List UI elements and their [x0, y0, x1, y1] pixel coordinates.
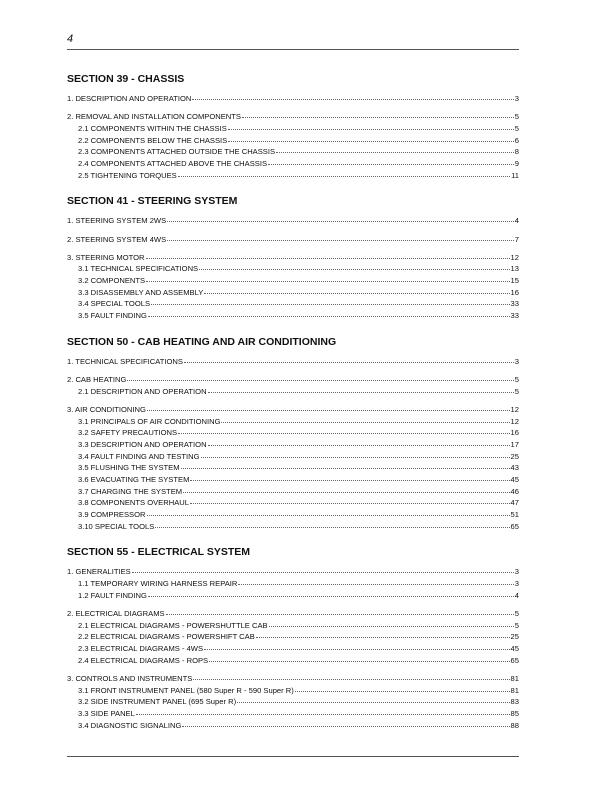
entry-page: 8 [514, 147, 519, 157]
toc-entry[interactable] [67, 275, 519, 287]
dot-leader [151, 304, 510, 305]
entry-label: 2. ELECTRICAL DIAGRAMS [67, 609, 165, 618]
entry-page: 11 [511, 170, 519, 180]
dot-leader [148, 596, 514, 597]
toc-entry[interactable] [67, 620, 519, 632]
toc-entry[interactable] [67, 158, 519, 170]
toc-entry[interactable] [67, 298, 519, 310]
entry-page: 3 [514, 94, 519, 103]
toc-entry[interactable] [67, 521, 519, 533]
entry-label: 3.7 CHARGING THE SYSTEM [78, 486, 183, 496]
entry-label: 2.1 DESCRIPTION AND OPERATION [78, 386, 207, 396]
toc-group [67, 215, 519, 227]
toc-entry[interactable] [67, 673, 519, 685]
dot-leader [181, 468, 510, 469]
entry-label: 2.4 ELECTRICAL DIAGRAMS - ROPS [78, 655, 209, 665]
toc-entry[interactable] [67, 374, 519, 386]
entry-label: 1. STEERING SYSTEM 2WS [67, 216, 167, 226]
entry-label: 3.4 FAULT FINDING AND TESTING [78, 451, 200, 461]
toc-entry[interactable] [67, 386, 519, 398]
toc-group [67, 111, 519, 181]
entry-page: 5 [514, 620, 519, 630]
entry-label: 3. CONTROLS AND INSTRUMENTS [67, 673, 193, 683]
toc-entry[interactable] [67, 310, 519, 322]
toc-entry[interactable] [67, 631, 519, 643]
toc-entry[interactable] [67, 170, 519, 182]
dot-leader [208, 392, 514, 393]
toc-group [67, 673, 519, 731]
dot-leader [167, 240, 514, 241]
entry-page: 12 [510, 404, 519, 414]
entry-page: 4 [514, 590, 519, 600]
entry-page: 5 [514, 112, 519, 122]
toc-section [67, 335, 519, 533]
dot-leader [208, 445, 510, 446]
entry-label: 3.1 TECHNICAL SPECIFICATIONS [78, 264, 199, 274]
table-of-contents [67, 72, 519, 744]
entry-page: 81 [510, 673, 519, 683]
entry-label: 3. AIR CONDITIONING [67, 404, 146, 414]
entry-page: 17 [510, 439, 519, 449]
entry-label: 3.6 EVACUATING THE SYSTEM [78, 475, 190, 484]
entry-page: 5 [514, 375, 519, 384]
toc-group [67, 566, 519, 601]
entry-label: 1. GENERALITIES [67, 567, 131, 577]
entry-page: 3 [514, 567, 519, 577]
dot-leader [184, 362, 514, 363]
toc-entry[interactable] [67, 234, 519, 246]
entry-page: 3 [514, 579, 519, 589]
toc-entry[interactable] [67, 287, 519, 299]
entry-label: 3.4 SPECIAL TOOLS [78, 299, 151, 309]
entry-label: 2.2 COMPONENTS BELOW THE CHASSIS [78, 135, 228, 145]
dot-leader [178, 176, 510, 177]
toc-entry[interactable] [67, 111, 519, 123]
toc-entry[interactable] [67, 123, 519, 135]
entry-label: 3.4 DIAGNOSTIC SIGNALING [78, 720, 182, 730]
dot-leader [147, 410, 510, 411]
entry-page: 16 [510, 287, 519, 297]
section-title: SECTION 50 - CAB HEATING AND AIR CONDITIONING [67, 335, 337, 348]
footer-rule [67, 756, 519, 757]
entry-page: 5 [514, 609, 519, 618]
entry-label: 1.1 TEMPORARY WIRING HARNESS REPAIR [78, 579, 238, 589]
toc-entry[interactable] [67, 404, 519, 416]
entry-label: 3.8 COMPONENTS OVERHAUL [78, 498, 189, 508]
dot-leader [295, 691, 510, 692]
dot-leader [193, 679, 509, 680]
entry-label: 2. CAB HEATING [67, 375, 127, 384]
toc-group [67, 234, 519, 246]
toc-entry[interactable] [67, 451, 519, 463]
toc-group [67, 374, 519, 397]
entry-label: 1.2 FAULT FINDING [78, 590, 147, 600]
dot-leader [182, 726, 509, 727]
toc-entry[interactable] [67, 720, 519, 732]
entry-label: 3.3 DISASSEMBLY AND ASSEMBLY [78, 287, 204, 297]
dot-leader [199, 269, 509, 270]
dot-leader [192, 99, 513, 100]
entry-page: 7 [514, 234, 519, 244]
entry-label: 3.1 FRONT INSTRUMENT PANEL (580 Super R - 590 Super R) [78, 685, 294, 695]
toc-entry[interactable] [67, 696, 519, 708]
dot-leader [256, 637, 510, 638]
toc-entry[interactable] [67, 655, 519, 667]
entry-label: 2.3 COMPONENTS ATTACHED OUTSIDE THE CHASSIS [78, 147, 276, 157]
toc-entry[interactable] [67, 708, 519, 720]
entry-page: 25 [510, 632, 519, 642]
dot-leader [178, 433, 510, 434]
entry-label: 2.5 TIGHTENING TORQUES [78, 170, 177, 180]
page-number: 4 [67, 33, 74, 45]
toc-entry[interactable] [67, 566, 519, 578]
dot-leader [148, 316, 510, 317]
entry-label: 2.2 ELECTRICAL DIAGRAMS - POWERSHIFT CAB [78, 632, 255, 642]
entry-label: 3.9 COMPRESSOR [78, 510, 146, 520]
entry-label: 3.5 FLUSHING THE SYSTEM [78, 463, 180, 473]
dot-leader [127, 380, 513, 381]
toc-entry[interactable] [67, 416, 519, 428]
entry-label: 3.2 SAFETY PRECAUTIONS [78, 428, 178, 438]
entry-page: 4 [514, 216, 519, 226]
entry-page: 83 [510, 697, 519, 707]
dot-leader [269, 626, 514, 627]
toc-entry[interactable] [67, 135, 519, 147]
toc-group [67, 356, 519, 368]
entry-label: 3.5 FAULT FINDING [78, 311, 147, 321]
entry-page: 45 [510, 644, 519, 654]
dot-leader [136, 714, 510, 715]
entry-page: 25 [510, 451, 519, 461]
toc-entry[interactable] [67, 685, 519, 697]
dot-leader [228, 141, 514, 142]
entry-label: 3.1 PRINCIPALS OF AIR CONDITIONING [78, 416, 221, 426]
entry-page: 15 [510, 276, 519, 286]
entry-page: 33 [510, 311, 519, 321]
toc-entry[interactable] [67, 474, 519, 486]
toc-entry[interactable] [67, 146, 519, 158]
dot-leader [228, 129, 514, 130]
toc-entry[interactable] [67, 608, 519, 620]
entry-page: 5 [514, 386, 519, 396]
entry-page: 51 [510, 510, 519, 520]
toc-entry[interactable] [67, 497, 519, 509]
entry-label: 2. REMOVAL AND INSTALLATION COMPONENTS [67, 112, 241, 122]
toc-entry[interactable] [67, 578, 519, 590]
toc-entry[interactable] [67, 462, 519, 474]
entry-page: 45 [510, 475, 519, 484]
entry-page: 13 [510, 264, 519, 274]
entry-label: 3.2 COMPONENTS [78, 276, 146, 286]
entry-page: 12 [510, 416, 519, 426]
entry-page: 46 [510, 486, 519, 496]
entry-page: 88 [510, 720, 519, 730]
toc-entry[interactable] [67, 215, 519, 227]
entry-page: 12 [510, 252, 519, 262]
section-title: SECTION 39 - CHASSIS [67, 73, 185, 85]
entry-label: 2.1 COMPONENTS WITHIN THE CHASSIS [78, 123, 227, 133]
entry-page: 85 [510, 709, 519, 718]
entry-label: 1. DESCRIPTION AND OPERATION [67, 94, 192, 103]
toc-entry[interactable] [67, 263, 519, 275]
dot-leader [183, 492, 509, 493]
entry-label: 3.10 SPECIAL TOOLS [78, 521, 155, 531]
dot-leader [167, 221, 514, 222]
dot-leader [237, 702, 509, 703]
dot-leader [155, 527, 509, 528]
dot-leader [204, 293, 509, 294]
entry-label: 3.3 DESCRIPTION AND OPERATION [78, 439, 207, 449]
dot-leader [221, 422, 509, 423]
entry-page: 5 [514, 123, 519, 133]
toc-section [67, 72, 519, 181]
toc-group [67, 252, 519, 322]
dot-leader [147, 515, 510, 516]
toc-entry[interactable] [67, 439, 519, 451]
toc-entry[interactable] [67, 356, 519, 368]
section-title: SECTION 55 - ELECTRICAL SYSTEM [67, 546, 250, 559]
dot-leader [209, 661, 509, 662]
dot-leader [190, 503, 510, 504]
entry-page: 3 [514, 356, 519, 366]
entry-page: 81 [510, 685, 519, 695]
toc-entry[interactable] [67, 93, 519, 105]
toc-group [67, 608, 519, 666]
entry-label: 3. STEERING MOTOR [67, 252, 145, 262]
entry-label: 1. TECHNICAL SPECIFICATIONS [67, 356, 183, 366]
toc-entry[interactable] [67, 486, 519, 498]
toc-entry[interactable] [67, 643, 519, 655]
section-title: SECTION 41 - STEERING SYSTEM [67, 195, 238, 208]
entry-page: 6 [514, 135, 519, 145]
dot-leader [166, 614, 514, 615]
dot-leader [204, 649, 510, 650]
toc-entry[interactable] [67, 252, 519, 264]
header-rule [67, 49, 519, 50]
entry-label: 2.3 ELECTRICAL DIAGRAMS - 4WS [78, 644, 204, 654]
dot-leader [238, 584, 513, 585]
dot-leader [146, 258, 510, 259]
entry-page: 65 [510, 655, 519, 665]
dot-leader [146, 281, 509, 282]
entry-page: 33 [510, 299, 519, 309]
entry-label: 2. STEERING SYSTEM 4WS [67, 234, 167, 244]
toc-group [67, 404, 519, 533]
dot-leader [242, 117, 514, 118]
entry-label: 3.3 SIDE PANEL [78, 709, 135, 718]
dot-leader [276, 152, 514, 153]
toc-section [67, 194, 519, 322]
toc-section [67, 545, 519, 731]
dot-leader [201, 457, 510, 458]
toc-entry[interactable] [67, 590, 519, 602]
dot-leader [268, 164, 514, 165]
entry-label: 2.1 ELECTRICAL DIAGRAMS - POWERSHUTTLE CAB [78, 620, 268, 630]
entry-page: 47 [510, 498, 519, 508]
entry-label: 3.2 SIDE INSTRUMENT PANEL (695 Super R) [78, 697, 237, 707]
entry-label: 2.4 COMPONENTS ATTACHED ABOVE THE CHASSIS [78, 158, 268, 168]
toc-entry[interactable] [67, 509, 519, 521]
toc-entry[interactable] [67, 427, 519, 439]
dot-leader [132, 572, 514, 573]
entry-page: 16 [510, 428, 519, 438]
toc-group [67, 93, 519, 105]
entry-page: 65 [510, 521, 519, 531]
entry-page: 43 [510, 463, 519, 473]
entry-page: 9 [514, 158, 519, 168]
dot-leader [190, 480, 509, 481]
